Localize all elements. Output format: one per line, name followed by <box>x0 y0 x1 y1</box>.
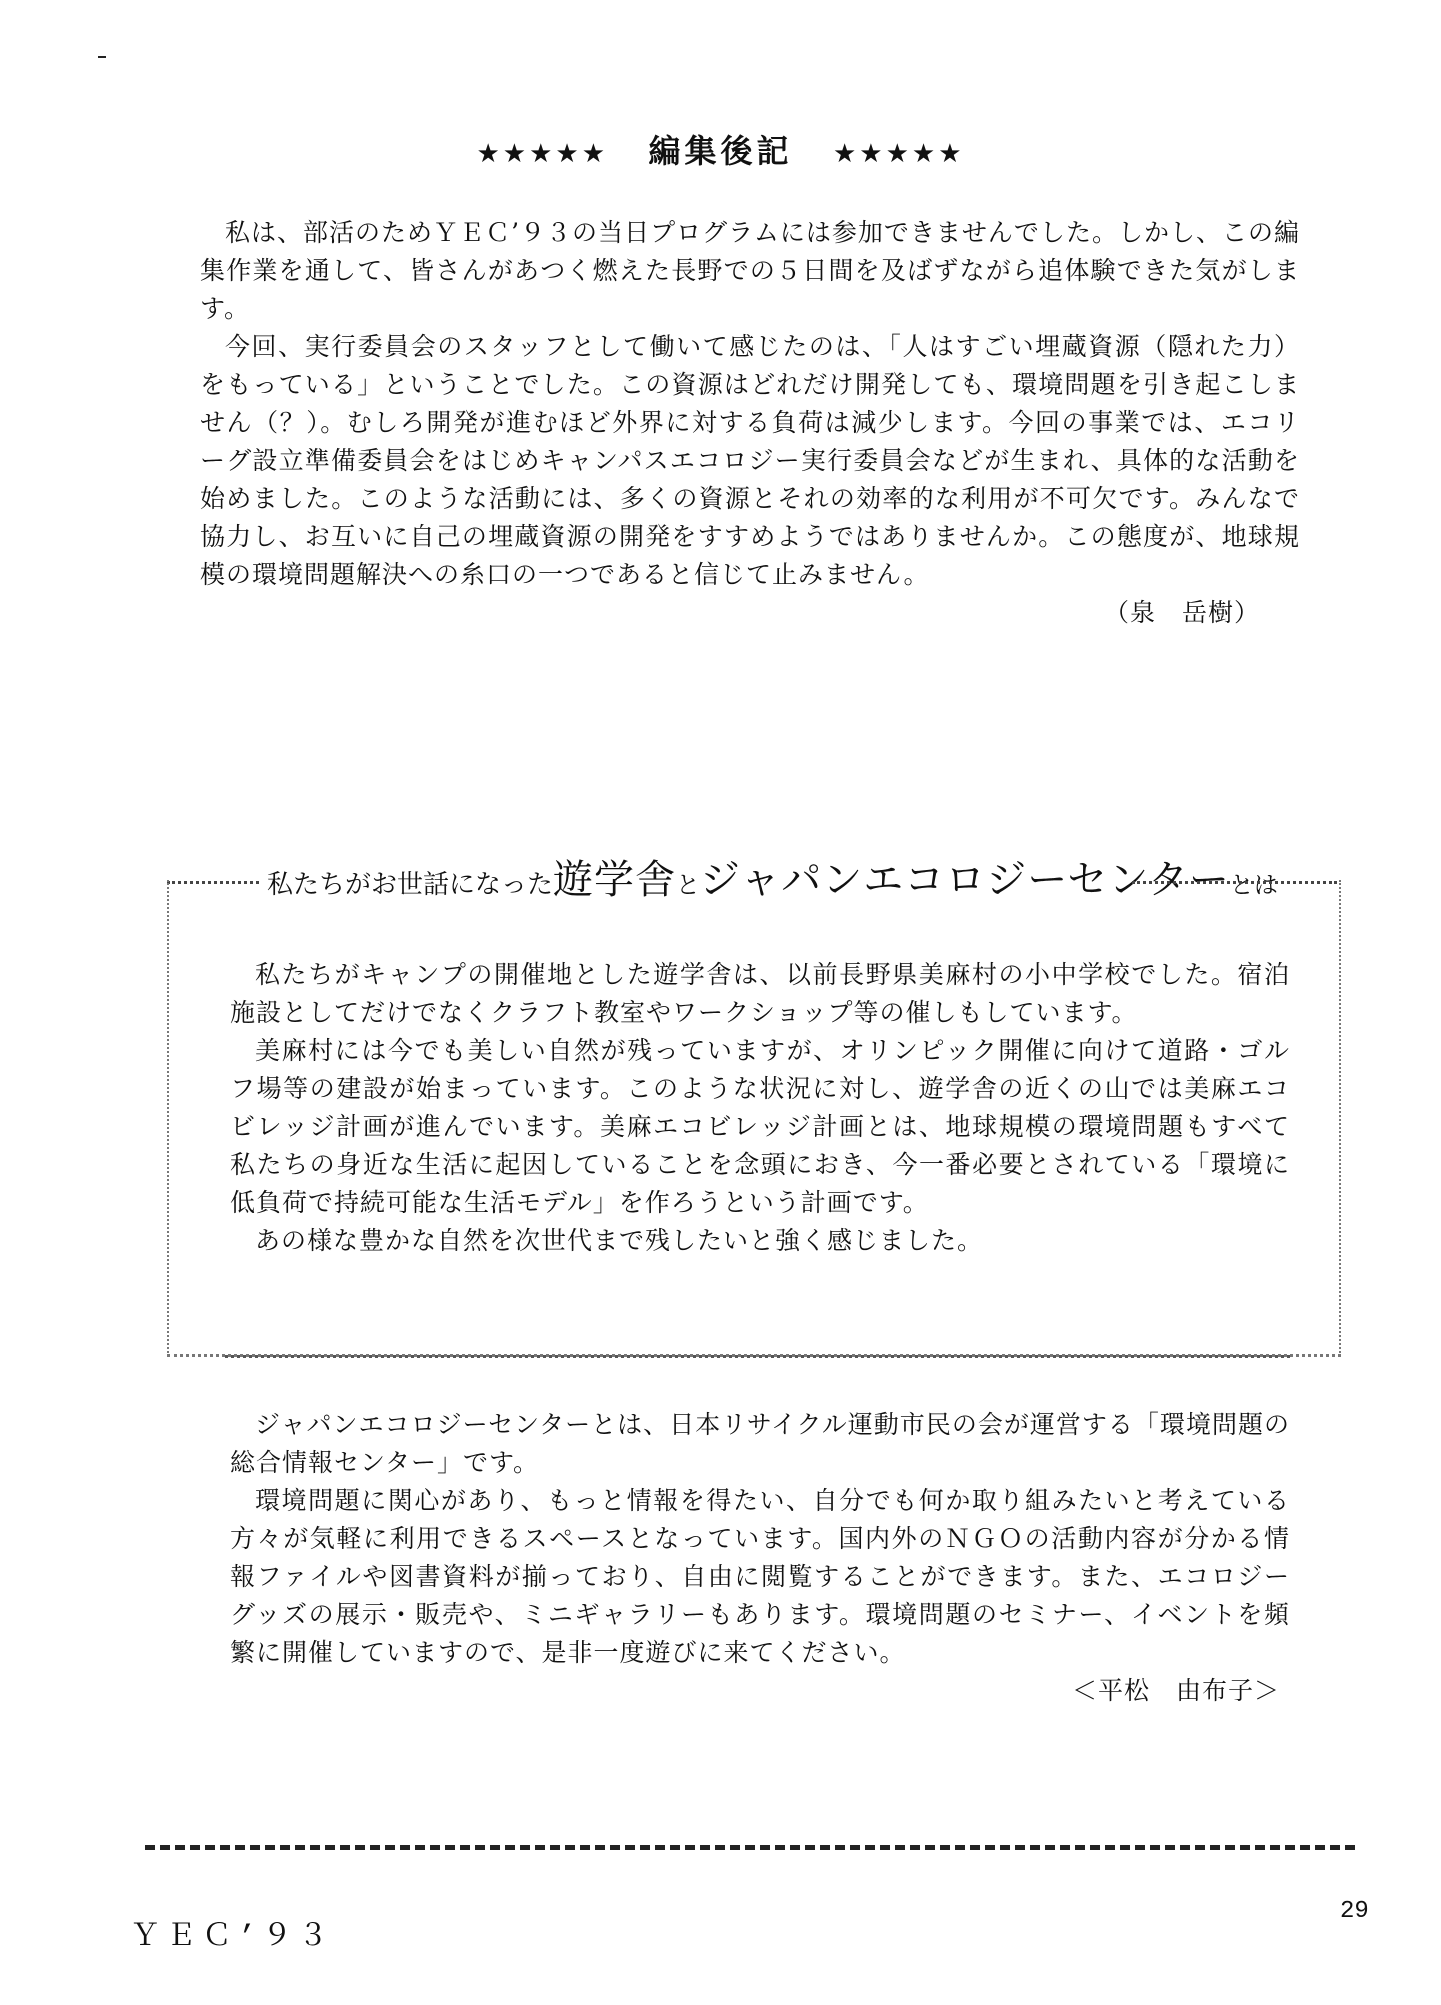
ecology-center-text <box>230 1406 1290 1710</box>
page-number: 29 <box>1340 1898 1369 1925</box>
paragraph: 環境問題に関心があり、もっと情報を得たい、自分でも何か取り組みたいと考えている方々が気軽に利用できるスペースとなっています。国内外のＮＧＯの活動内容が分かる情報ファイルや図書資料が揃っており、自由に閲覧することができます。また、エコロジーグッズの展示・販売や、ミニギャラリーもあります。環境問題のセミナー、イベントを頻繁に開催していますので、是非一度遊びに来てください。 <box>230 1486 1290 1667</box>
paragraph: あの様な豊かな自然を次世代まで残したいと強く感じました。 <box>255 1226 984 1255</box>
page-title: 編集後記 <box>648 132 793 170</box>
box-title-prefix: 私たちがお世話になった <box>267 870 554 900</box>
stars-right: ★★★★★ <box>832 139 965 169</box>
stars-left: ★★★★★ <box>476 139 609 169</box>
paragraph: 今回、実行委員会のスタッフとして働いて感じたのは、「人はすごい埋蔵資源（隠れた力）をもっている」ということでした。この資源はどれだけ開発しても、環境問題を引き起こしません（？）。むしろ開発が進むほど外界に対する負荷は減少します。今回の事業では、エコリーグ設立準備委員会をはじめキャンパスエコロジー実行委員会などが生まれ、具体的な活動を始めました。このような活動には、多くの資源とそれの効率的な利用が不可欠です。みんなで協力し、お互いに自己の埋蔵資源の開発をすすめようではありませんか。この態度が、地球規模の環境問題解決への糸口の一つであると信じて止みません。 <box>200 332 1300 589</box>
footer-title: ＹＥＣ’９３ <box>130 1921 335 1955</box>
signature: ＜平松 由布子＞ <box>1071 1676 1280 1705</box>
box-title-name2: ジャパンエコロジーセンター <box>700 857 1230 903</box>
bottom-rule <box>145 1845 1355 1850</box>
paragraph: 私たちがキャンプの開催地とした遊学舎は、以前長野県美麻村の小中学校でした。宿泊施設としてだけでなくクラフト教室やワークショップ等の催しもしています。 <box>230 960 1290 1027</box>
paragraph: 私は、部活のためＹＥＣ’９３の当日プログラムには参加できませんでした。しかし、この編集作業を通して、皆さんがあつく燃えた長野での５日間を及ばずながら追体験できた気がします。 <box>200 218 1300 323</box>
editorial-text <box>200 214 1300 632</box>
section-divider <box>225 1355 1290 1358</box>
scan-mark <box>98 56 106 58</box>
box-title-to: と <box>676 871 701 899</box>
box-title-suffix: とは <box>1229 871 1278 899</box>
editorial-header <box>0 126 1441 172</box>
yugakusha-text <box>230 956 1290 1260</box>
paragraph: 美麻村には今でも美しい自然が残っていますが、オリンピック開催に向けて道路・ゴルフ場等の建設が始まっています。このような状況に対し、遊学舎の近くの山では美麻エコビレッジ計画が進んでいます。美麻エコビレッジ計画とは、地球規模の環境問題もすべて私たちの身近な生活に起因していることを念頭におき、今一番必要とされている「環境に低負荷で持続可能な生活モデル」を作ろうという計画です。 <box>230 1036 1290 1217</box>
box-title-name1: 遊学舎 <box>553 857 677 903</box>
paragraph: ジャパンエコロジーセンターとは、日本リサイクル運動市民の会が運営する「環境問題の総合情報センター」です。 <box>230 1410 1290 1477</box>
signature: （泉 岳樹） <box>1103 598 1260 627</box>
